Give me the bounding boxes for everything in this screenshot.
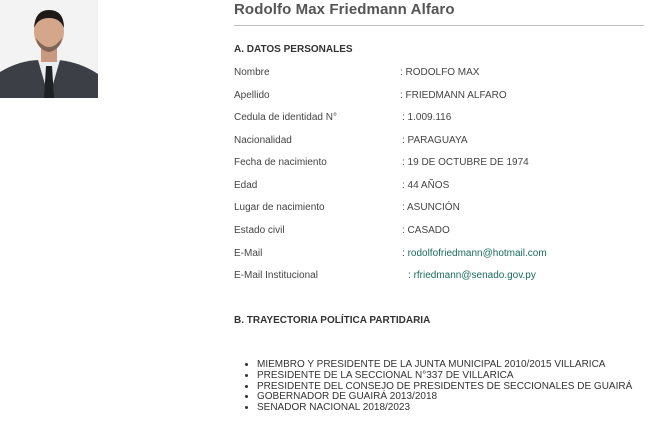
- field-value: : FRIEDMANN ALFARO: [400, 90, 507, 101]
- career-list: [238, 360, 632, 414]
- email-link[interactable]: rodolfofriedmann@hotmail.com: [407, 248, 547, 259]
- list-item: • PRESIDENTE DE LA SECCIONAL N°337 DE VILLARICA: [257, 371, 632, 382]
- section-heading-political-career: B. TRAYECTORIA POLÍTICA PARTIDARIA: [234, 315, 431, 326]
- field-value: [408, 270, 536, 281]
- field-value: : CASADO: [402, 225, 450, 236]
- field-label: Apellido: [234, 90, 270, 101]
- field-value: : 44 AÑOS: [402, 180, 450, 191]
- field-label: Nacionalidad: [234, 135, 292, 146]
- profile-photo: [0, 0, 98, 98]
- field-value: : 19 DE OCTUBRE DE 1974: [402, 157, 529, 168]
- list-item: • MIEMBRO Y PRESIDENTE DE LA JUNTA MUNICIPAL 2010/2015 VILLARICA: [257, 360, 632, 371]
- field-label: Fecha de nacimiento: [234, 157, 327, 168]
- portrait-image: [0, 0, 98, 98]
- field-value: : RODOLFO MAX: [400, 67, 480, 78]
- list-item: • PRESIDENTE DEL CONSEJO DE PRESIDENTES DE SECCIONALES DE GUAIRÁ: [257, 382, 632, 393]
- institutional-email-link[interactable]: rfriedmann@senado.gov.py: [413, 270, 536, 281]
- field-label: Edad: [234, 180, 258, 191]
- list-item: • GOBERNADOR DE GUAIRÁ 2013/2018: [257, 392, 632, 403]
- section-heading-personal-data: A. DATOS PERSONALES: [234, 44, 353, 55]
- field-value: [402, 248, 547, 259]
- field-label: Cedula de identidad N°: [234, 112, 337, 123]
- field-value: : ASUNCIÓN: [402, 202, 460, 213]
- field-label: E-Mail Institucional: [234, 270, 318, 281]
- field-label: E-Mail: [234, 248, 263, 259]
- field-label: Lugar de nacimiento: [234, 202, 325, 213]
- field-label: Nombre: [234, 67, 270, 78]
- list-item: • SENADOR NACIONAL 2018/2023: [257, 403, 632, 414]
- separator: :: [408, 270, 414, 281]
- field-value: : 1.009.116: [402, 112, 452, 123]
- page-title: Rodolfo Max Friedmann Alfaro: [234, 1, 455, 18]
- field-label: Estado civil: [234, 225, 285, 236]
- field-value: : PARAGUAYA: [402, 135, 468, 146]
- title-divider: [234, 25, 644, 26]
- separator: :: [402, 248, 408, 259]
